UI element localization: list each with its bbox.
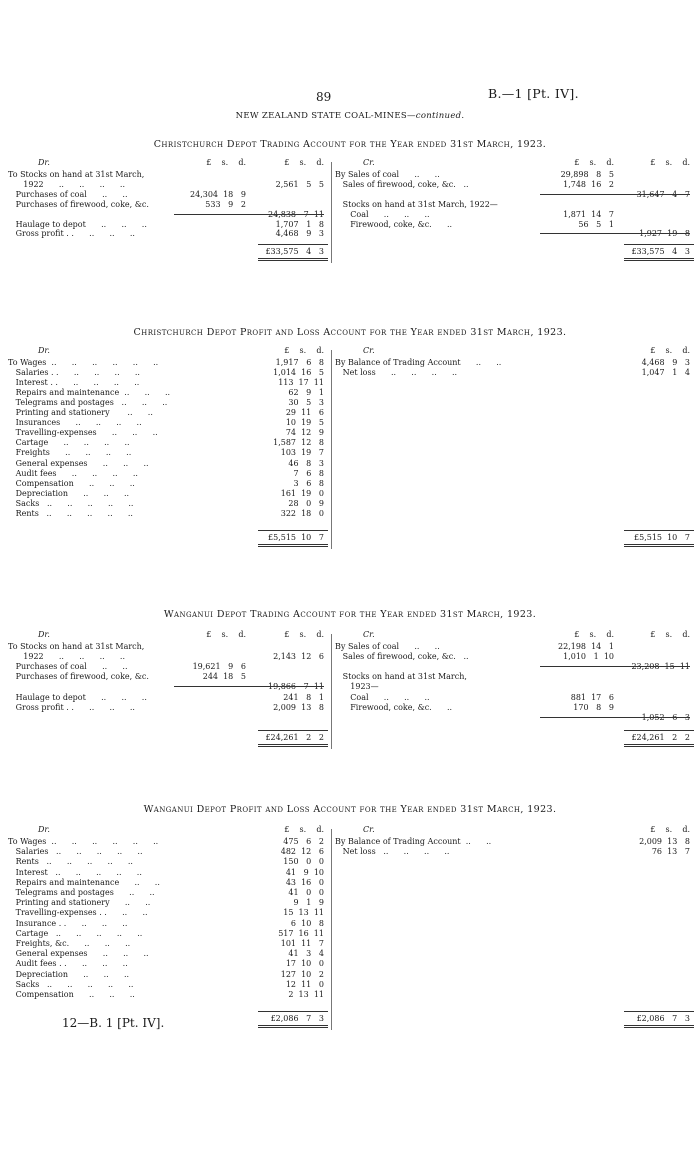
account-total: £24,261 2 2 [631,732,690,742]
row-amount: 46 8 3 [288,458,324,468]
row-label: Compensation .. .. .. [8,478,135,488]
debit-side [8,346,328,549]
account-title: Christchurch Depot Profit and Loss Account for the Year ended 31st March, 1923. [133,327,567,338]
total-rule [624,530,694,531]
row-label: Rents .. .. .. .. .. [8,857,133,867]
row-amount: 1,047 1 4 [641,368,690,378]
row-amount: 19,866 7 11 [268,682,324,692]
row-amount: 2,143 12 6 [273,652,324,662]
currency-header: £ s. d. [284,346,324,355]
row-label: Sales of firewood, coke, &c. .. [335,652,469,662]
row-amount: 150 0 0 [283,857,324,867]
account-total: £2,086 7 3 [270,1014,324,1024]
row-amount: 2,561 5 5 [275,179,324,189]
debit-side [8,158,328,263]
row-label: Telegrams and postages .. .. .. [8,398,168,408]
currency-header-1: £ s. d. [206,158,246,167]
row-amount: 2,009 13 8 [273,702,324,712]
total-rule [258,530,328,531]
row-label: Firewood, coke, &c. .. [335,702,453,712]
row-amount: 1,707 1 8 [275,219,324,229]
row-amount: 24,838 7 11 [268,209,324,219]
currency-header-1: £ s. d. [206,630,246,639]
credit-side [335,346,694,549]
row-amount: 103 19 7 [280,448,324,458]
dr-label: Dr. [38,825,50,834]
debit-side [8,630,328,749]
row-amount: 62 9 1 [288,388,324,398]
row-amount: 31,647 4 7 [636,189,690,199]
account-table [8,158,694,263]
account-total: £33,575 4 3 [631,247,690,257]
credit-side [335,630,694,749]
row-label: 1922 .. .. .. .. [8,652,125,662]
row-amount: 23,208 15 11 [631,662,690,672]
row-amount: 6 10 8 [290,918,324,928]
account-total: £5,515 10 7 [634,532,690,542]
row-amount: 29 11 6 [285,408,324,418]
row-amount: 127 10 2 [280,969,324,979]
row-label: Coal .. .. .. [335,209,430,219]
row-label: By Balance of Trading Account .. .. [335,358,502,367]
account-total: £5,515 10 7 [268,532,324,542]
row-label: Firewood, coke, &c. .. [335,219,453,229]
row-label: Insurance . . .. .. .. [8,918,128,928]
running-title [0,111,700,121]
row-label: Insurances .. .. .. .. [8,418,142,428]
row-amount: 1,014 16 5 [273,368,324,378]
row-subamount: 24,304 18 9 [190,189,246,199]
row-amount: 482 12 6 [280,847,324,857]
row-amount: 3 6 8 [293,478,324,488]
column-divider [331,634,332,749]
currency-header-2: £ s. d. [650,630,690,639]
row-amount: 4,468 9 3 [641,358,690,367]
row-label: Repairs and maintenance .. .. .. [8,388,171,398]
row-amount: 9 1 9 [293,898,324,908]
row-label: Freights .. .. .. .. [8,448,132,458]
total-double-rule [258,1025,328,1028]
row-label: Depreciation .. .. .. [8,488,130,498]
row-label: Freights, &c. .. .. .. [8,939,131,948]
subtotal-rule [540,717,690,718]
credit-side [335,158,694,263]
row-amount: 41 0 0 [288,888,324,897]
subtotal-rule [540,666,690,667]
total-rule [258,730,328,731]
account-table [8,825,694,1030]
row-label: To Stocks on hand at 31st March, [8,170,145,179]
row-label: Stocks on hand at 31st March, [335,672,467,682]
account-total: £33,575 4 3 [265,247,324,257]
row-label: Purchases of firewood, coke, &c. [8,199,149,209]
row-subamount: 533 9 2 [205,199,246,209]
row-subamount: 19,621 9 6 [192,662,246,672]
account-table [8,346,694,549]
currency-header-2: £ s. d. [284,158,324,167]
row-label: By Sales of coal .. .. [335,642,440,651]
row-amount: 7 6 8 [293,468,324,478]
row-amount: 43 16 0 [285,877,324,887]
row-amount: 4,468 9 3 [275,229,324,239]
row-amount: 2,009 13 8 [639,837,690,846]
subtotal-rule [174,686,324,687]
total-double-rule [258,744,328,747]
row-subamount: 22,198 14 1 [558,642,614,651]
total-double-rule [624,744,694,747]
dr-label: Dr. [38,158,50,167]
row-amount: 28 0 9 [288,498,324,508]
row-subamount: 881 17 6 [570,692,614,702]
subtotal-rule [540,233,690,234]
row-amount: 101 11 7 [280,939,324,948]
row-amount: 161 19 0 [280,488,324,498]
row-subamount: 1,871 14 7 [563,209,614,219]
row-subamount: 170 8 9 [573,702,614,712]
row-amount: 12 11 0 [285,979,324,989]
row-subamount: 29,898 8 5 [560,170,614,179]
row-amount: 76 13 7 [651,847,690,857]
row-label: Repairs and maintenance .. .. [8,877,160,887]
row-label: Rents .. .. .. .. .. [8,508,133,518]
subtotal-rule [540,194,690,195]
row-amount: 17 10 0 [285,959,324,969]
debit-side [8,825,328,1030]
row-label: Net loss .. .. .. .. [335,847,450,857]
currency-header-2: £ s. d. [284,630,324,639]
row-amount: 15 13 11 [283,908,324,918]
row-amount: 113 17 11 [278,378,324,388]
dr-label: Dr. [38,346,50,355]
row-amount: 1,917 6 8 [275,358,324,367]
running-title-main: NEW ZEALAND STATE COAL-MINES— [235,111,416,121]
row-label: Coal .. .. .. [335,692,430,702]
account-total: £2,086 7 3 [636,1014,690,1024]
credit-side [335,825,694,1030]
row-label: Purchases of coal .. .. [8,662,128,672]
total-rule [258,244,328,245]
row-label: Gross profit . . .. .. .. [8,229,135,239]
account-total: £24,261 2 2 [265,732,324,742]
row-label: Sacks .. .. .. .. .. [8,979,134,989]
cr-label: Cr. [363,630,375,639]
total-rule [624,1011,694,1012]
subtotal-rule [174,214,324,215]
total-double-rule [258,258,328,261]
total-rule [624,244,694,245]
account-table [8,630,694,749]
row-label: By Sales of coal .. .. [335,170,440,179]
row-label: To Stocks on hand at 31st March, [8,642,145,651]
currency-header: £ s. d. [650,825,690,834]
row-amount: 41 9 10 [285,867,324,877]
row-label: General expenses .. .. .. [8,949,149,959]
row-subamount: 244 18 5 [202,672,246,682]
total-double-rule [624,1025,694,1028]
row-label: To Wages .. .. .. .. .. .. [8,837,159,846]
document-reference: B.—1 [Pt. IV]. [488,86,579,101]
currency-header-1: £ s. d. [574,630,614,639]
row-amount: 10 19 5 [285,418,324,428]
row-label: Haulage to depot .. .. .. [8,219,147,229]
row-amount: 41 3 4 [288,949,324,959]
row-amount: 1,927 19 8 [639,229,690,239]
column-divider [331,829,332,1030]
cr-label: Cr. [363,825,375,834]
currency-header: £ s. d. [284,825,324,834]
column-divider [331,162,332,263]
row-label: Purchases of coal .. .. [8,189,128,199]
row-label: Printing and stationery .. .. [8,408,153,418]
row-label: Salaries .. .. .. .. .. [8,847,143,857]
account-title: Wanganui Depot Trading Account for the Year ended 31st March, 1923. [163,609,537,620]
row-label: Cartage .. .. .. .. [8,438,130,448]
row-subamount: 1,748 16 2 [563,179,614,189]
row-label: To Wages .. .. .. .. .. .. [8,358,159,367]
row-amount: 1,587 12 8 [273,438,324,448]
row-label: Purchases of firewood, coke, &c. [8,672,149,682]
row-label: Net loss .. .. .. .. [335,368,458,378]
row-label: Sacks .. .. .. .. .. [8,498,134,508]
row-amount: 475 6 2 [283,837,324,846]
currency-header-2: £ s. d. [650,158,690,167]
row-label: Travelling-expenses . . .. .. [8,908,148,918]
row-label: Interest .. .. .. .. .. [8,867,142,877]
row-amount: 1,052 6 3 [641,712,690,722]
cr-label: Cr. [363,346,375,355]
row-subamount: 56 5 1 [578,219,614,229]
row-amount: 241 8 1 [283,692,324,702]
row-label: Sales of firewood, coke, &c. .. [335,179,469,189]
account-title: Christchurch Depot Trading Account for the Year ended 31st March, 1923. [153,139,547,150]
row-label: Interest . . .. .. .. .. [8,378,140,388]
account-title: Wanganui Depot Profit and Loss Account for the Year ended 31st March, 1923. [143,804,557,815]
row-label: Printing and stationery .. .. [8,898,151,908]
row-label: Stocks on hand at 31st March, 1922— [335,199,498,209]
row-label: Audit fees .. .. .. .. [8,468,138,478]
cr-label: Cr. [363,158,375,167]
row-subamount: 1,010 1 10 [563,652,614,662]
row-label: Audit fees . . .. .. .. [8,959,128,969]
row-label: Travelling-expenses .. .. .. [8,428,158,438]
row-label: Cartage .. .. .. .. .. [8,928,143,938]
row-label: Haulage to depot .. .. .. [8,692,147,702]
row-label: By Balance of Trading Account .. .. [335,837,492,846]
row-amount: 2 13 11 [288,990,324,999]
row-label: 1922 .. .. .. .. [8,179,125,189]
row-label: Telegrams and postages .. .. [8,888,155,897]
running-title-continued: continued. [415,111,465,121]
row-amount: 30 5 3 [288,398,324,408]
row-label: 1923— [335,682,379,692]
total-double-rule [624,258,694,261]
page-number: 89 [316,90,332,104]
row-label: General expenses .. .. .. [8,458,149,468]
row-label: Salaries . . .. .. .. .. [8,368,140,378]
currency-header: £ s. d. [650,346,690,355]
row-amount: 322 18 0 [280,508,324,518]
total-double-rule [258,544,328,547]
total-double-rule [624,544,694,547]
dr-label: Dr. [38,630,50,639]
row-amount: 517 16 11 [278,928,324,938]
column-divider [331,350,332,549]
row-amount: 74 12 9 [285,428,324,438]
row-label: Depreciation .. .. .. [8,969,130,979]
page-footer: 12—B. 1 [Pt. IV]. [62,1016,165,1030]
row-label: Gross profit . . .. .. .. [8,702,135,712]
total-rule [258,1011,328,1012]
total-rule [624,730,694,731]
row-label: Compensation .. .. .. [8,990,135,999]
currency-header-1: £ s. d. [574,158,614,167]
